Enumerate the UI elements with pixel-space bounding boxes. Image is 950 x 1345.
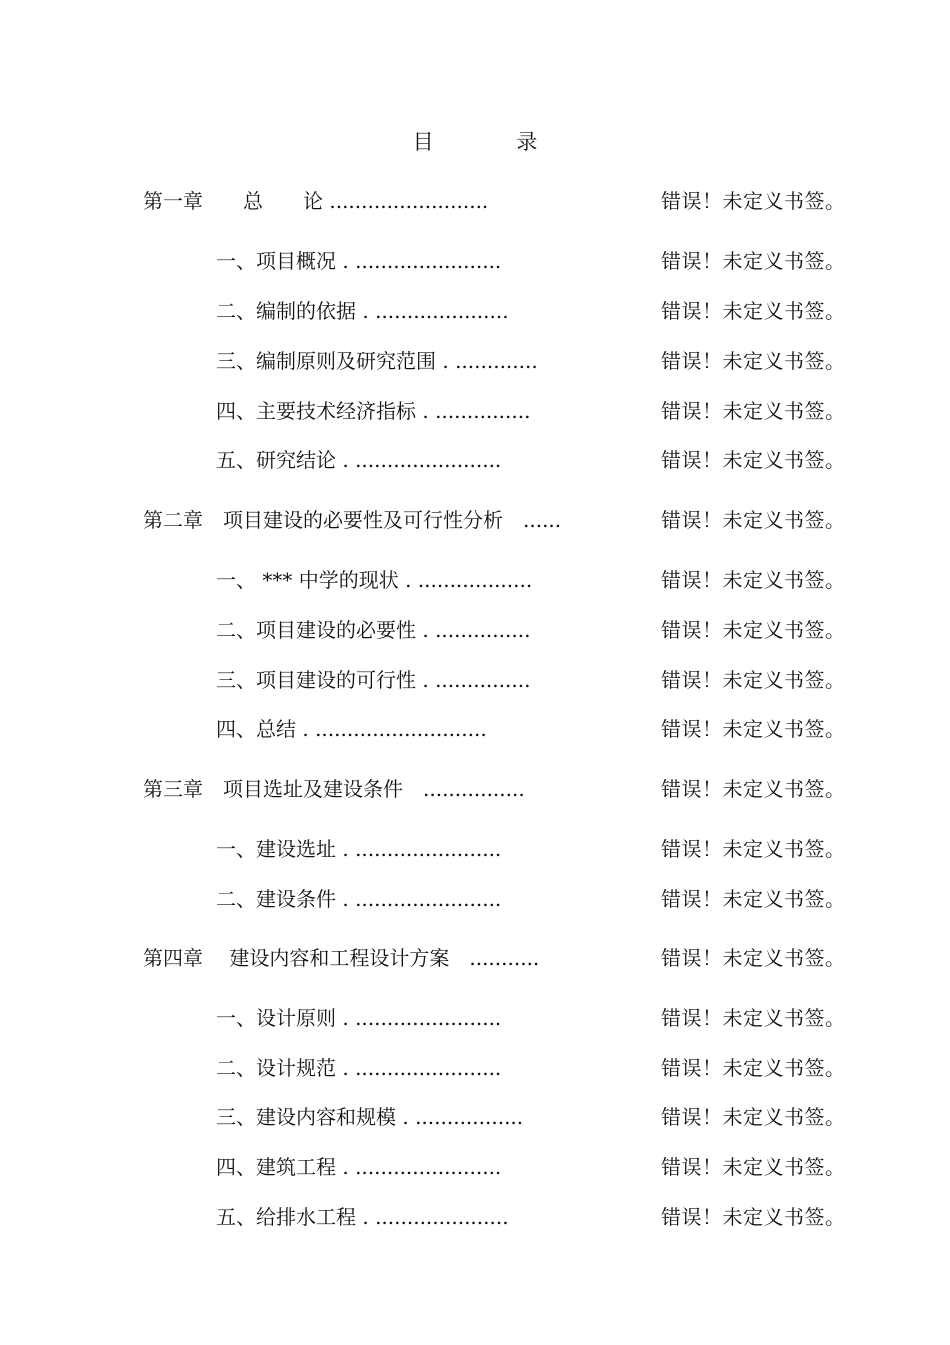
toc-entry-text: 二、设计规范 . .......................: [216, 1056, 502, 1080]
toc-entry-section[interactable]: [0, 714, 950, 744]
toc-entry-text: 一、建设选址 . .......................: [216, 837, 502, 861]
toc-entry-section[interactable]: [0, 1152, 950, 1182]
toc-page-ref: 错误！未定义书签。: [661, 717, 846, 741]
toc-entry-text: 二、项目建设的必要性 . ...............: [216, 618, 531, 642]
toc-entry-text: 四、主要技术经济指标 . ...............: [216, 399, 531, 423]
toc-entry-section[interactable]: [0, 296, 950, 326]
toc-entry-text: 一、 *** 中学的现状 . ..................: [216, 568, 533, 592]
toc-page-ref: 错误！未定义书签。: [661, 568, 846, 592]
toc-page-ref: 错误！未定义书签。: [661, 249, 846, 273]
toc-entry-chapter-1[interactable]: [0, 186, 950, 216]
toc-entry-text: 三、建设内容和规模 . .................: [216, 1105, 524, 1129]
toc-entry-chapter-2[interactable]: [0, 505, 950, 535]
toc-page-ref: 错误！未定义书签。: [661, 1155, 846, 1179]
toc-entry-text: 一、项目概况 . .......................: [216, 249, 502, 273]
toc-page-ref: 错误！未定义书签。: [661, 299, 846, 323]
toc-page-ref: 错误！未定义书签。: [661, 668, 846, 692]
toc-page-ref: 错误！未定义书签。: [661, 448, 846, 472]
toc-title: 目 录: [412, 130, 576, 154]
toc-page-ref: 错误！未定义书签。: [661, 399, 846, 423]
toc-page-ref: 错误！未定义书签。: [661, 1056, 846, 1080]
toc-entry-text: 四、建筑工程 . .......................: [216, 1155, 502, 1179]
toc-entry-section[interactable]: [0, 246, 950, 276]
toc-entry-text: 三、编制原则及研究范围 . .............: [216, 349, 538, 373]
toc-entry-text: 二、编制的依据 . .....................: [216, 299, 509, 323]
toc-page-ref: 错误！未定义书签。: [661, 618, 846, 642]
toc-entry-section[interactable]: [0, 1053, 950, 1083]
toc-page-ref: 错误！未定义书签。: [661, 508, 846, 532]
toc-entry-section[interactable]: [0, 665, 950, 695]
toc-page-ref: 错误！未定义书签。: [661, 946, 846, 970]
toc-entry-section[interactable]: [0, 445, 950, 475]
toc-entry-chapter-3[interactable]: [0, 774, 950, 804]
toc-entry-text: 二、建设条件 . .......................: [216, 887, 502, 911]
toc-entry-text: 四、总结 . ...........................: [216, 717, 487, 741]
toc-entry-text: 第三章 项目选址及建设条件 ................: [143, 777, 525, 801]
toc-entry-text: 第一章 总 论 .........................: [143, 189, 489, 213]
toc-entry-text: 三、项目建设的可行性 . ...............: [216, 668, 531, 692]
toc-entry-text: 五、研究结论 . .......................: [216, 448, 502, 472]
toc-entry-text: 第四章 建设内容和工程设计方案 ...........: [143, 946, 540, 970]
toc-page-ref: 错误！未定义书签。: [661, 837, 846, 861]
toc-page-ref: 错误！未定义书签。: [661, 1105, 846, 1129]
toc-page-ref: 错误！未定义书签。: [661, 1205, 846, 1229]
toc-entry-chapter-4[interactable]: [0, 943, 950, 973]
toc-entry-section[interactable]: [0, 884, 950, 914]
toc-entry-section[interactable]: [0, 834, 950, 864]
toc-entry-section[interactable]: [0, 346, 950, 376]
toc-entry-section[interactable]: [0, 565, 950, 595]
toc-entry-text: 五、给排水工程 . .....................: [216, 1205, 509, 1229]
toc-page-ref: 错误！未定义书签。: [661, 189, 846, 213]
toc-entry-section[interactable]: [0, 1202, 950, 1232]
toc-page-ref: 错误！未定义书签。: [661, 1006, 846, 1030]
toc-entry-section[interactable]: [0, 615, 950, 645]
toc-page-ref: 错误！未定义书签。: [661, 887, 846, 911]
toc-entry-text: 第二章 项目建设的必要性及可行性分析 ......: [143, 508, 562, 532]
toc-entry-text: 一、设计原则 . .......................: [216, 1006, 502, 1030]
toc-page-ref: 错误！未定义书签。: [661, 349, 846, 373]
toc-entry-section[interactable]: [0, 1003, 950, 1033]
toc-page-ref: 错误！未定义书签。: [661, 777, 846, 801]
toc-entry-section[interactable]: [0, 1102, 950, 1132]
toc-entry-section[interactable]: [0, 396, 950, 426]
